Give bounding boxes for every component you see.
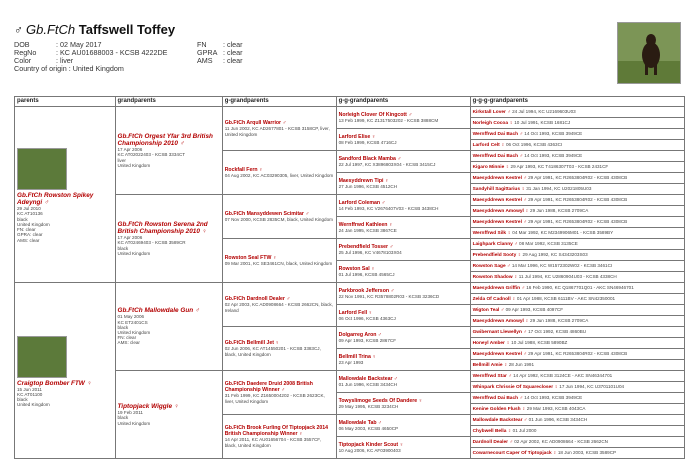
dog-link[interactable]: Tiptopjack Wiggle ♀ — [117, 403, 179, 411]
dog-link[interactable]: Parkbrook Jefferson ♂ — [338, 287, 395, 294]
pedigree-cell — [470, 228, 684, 239]
dog-link[interactable]: Tiptopjack Kinder Scout ♀ — [338, 441, 404, 448]
dog-link[interactable]: Maesyddrewn Tipi ♀ — [338, 177, 389, 184]
dog-link[interactable]: Gb.FtCh Mallowdale Gun ♂ — [117, 307, 200, 315]
dog-link[interactable]: Larford Celt ♀ — [472, 143, 505, 148]
dog-link[interactable]: Larford Coleman ♂ — [338, 199, 386, 206]
dog-link[interactable]: Norleigh Clover Of Kingcott ♂ — [338, 111, 413, 118]
dog-details: 01 Jul 1996, KCSB 4565CJ — [338, 271, 395, 277]
dog-link[interactable]: Rowston Seal FTW ♀ — [224, 254, 277, 261]
pedigree-cell — [470, 272, 684, 283]
dog-details: 29 Jun 1988, KCSB 2709CA — [528, 318, 589, 323]
dog-details: 17 Jun 1994, KC U3701101U04 — [558, 384, 625, 389]
pedigree-cell — [470, 349, 684, 360]
dog-link[interactable]: Gb.FtCh Mansyddewen Scimitar ♂ — [224, 210, 310, 217]
dog-details: 02 Apr 2003, KC AD0908664 - KCSB 2662CN, black, Ireland — [224, 302, 333, 313]
pedigree-cell — [222, 151, 336, 195]
dog-link[interactable]: Larford Elise ♀ — [338, 133, 376, 140]
dog-link[interactable]: Maesyddrewn Amowyl ♀ — [472, 209, 529, 214]
col-parents: parents — [15, 97, 116, 107]
pedigree-cell — [470, 107, 684, 118]
pedigree-cell — [336, 195, 470, 217]
color-value: : liver — [56, 56, 74, 65]
dog-header — [14, 22, 574, 73]
ams-label: AMS — [197, 56, 213, 65]
dog-link[interactable]: Rowston Sal ♀ — [338, 265, 376, 272]
pedigree-cell — [115, 283, 222, 371]
dog-details: 14 Apr 1992, KCSB 3124CE - AKC SN46344701 — [511, 373, 613, 378]
col-g-grandparents: g-grandparents — [222, 97, 336, 107]
dog-details: 29 Jul 2010 KC AT10136 black United Kingdom FN: clear GPRA: clear AMS: clear — [17, 206, 50, 243]
dog-link[interactable]: Cowarnecourt Caper Of Tiptopjack ♀ — [472, 451, 557, 456]
pedigree-cell — [222, 283, 336, 327]
dog-details: 31 Feb 1999, KC Z1650004202 - KCSB 2623CK, liver, United Kingdom — [224, 393, 325, 404]
dog-details: 29 May 1995, KCSB 3234CH — [338, 403, 399, 409]
dog-details: 28 Jun 1991 — [507, 362, 535, 367]
sex-icon: ♂ — [14, 23, 23, 37]
dog-details: 16 Feb 1990, KC Q1867701Q01 - AKC SN46946701 — [524, 285, 634, 290]
dog-link[interactable]: Wigton Teal ♂ — [472, 308, 505, 313]
pedigree-cell — [470, 206, 684, 217]
col-g-g-grandparents: g-g-grandparents — [336, 97, 470, 107]
dog-details: 29 Apr 1991, KC R2653804R02 - KCSB 4308CB — [526, 219, 628, 224]
pedigree-cell — [336, 107, 470, 129]
dog-link[interactable]: Sandyhill Sagittarius ♀ — [472, 187, 525, 192]
pedigree-cell — [336, 305, 470, 327]
pedigree-cell — [115, 107, 222, 195]
dog-link[interactable]: Kirkstall Lover ♂ — [472, 110, 511, 115]
dog-link[interactable]: Prebendfield Tosser ♂ — [338, 243, 394, 250]
dog-details: 31 Jan 1994, KC U2021805U03 — [524, 186, 592, 191]
dog-details: 01 Jun 1996, KCSB 3434CH — [527, 417, 588, 422]
pedigree-cell — [470, 415, 684, 426]
pedigree-cell — [470, 382, 684, 393]
dog-details: 06 May 2003, KCSB 4650CP — [338, 425, 399, 431]
gpra-value: : clear — [223, 48, 243, 57]
dog-details: 06 Oct 1996, KCSB 4363CJ — [338, 315, 396, 321]
dog-link[interactable]: Kenine Golden Flush ♀ — [472, 407, 526, 412]
dob-value: : 02 May 2017 — [56, 40, 102, 49]
pedigree-cell — [336, 349, 470, 371]
col-g-g-g-grandparents: g-g-g-grandparents — [470, 97, 684, 107]
ams-value: : clear — [223, 56, 243, 65]
dog-details: 09 Apr 1993, KCSB 2867CF — [338, 337, 397, 343]
pedigree-cell — [470, 327, 684, 338]
dog-details: 06 Oct 1996, KCSB 4363CI — [504, 142, 563, 147]
pedigree-cell — [222, 415, 336, 459]
pedigree-cell — [470, 261, 684, 272]
dog-details: 23 Apr 1993 — [338, 359, 364, 365]
pedigree-cell — [336, 261, 470, 283]
pedigree-row — [15, 195, 685, 206]
dog-details: 04 Mar 1992, KC M2349906M01 - KCSB 3589BY — [511, 230, 614, 235]
dog-link[interactable]: Wernffrwd Star ♂ — [472, 374, 512, 379]
dog-link[interactable]: Wernffrwd Kathleen ♀ — [338, 221, 393, 228]
pedigree-cell — [336, 173, 470, 195]
dog-link[interactable]: Norleigh Cocoa ♀ — [472, 121, 513, 126]
dog-link[interactable]: Gb.FtCh Bellmill Jet ♀ — [224, 340, 280, 347]
dog-photo-image — [618, 23, 680, 83]
dog-title — [14, 22, 574, 37]
pedigree-cell — [470, 448, 684, 459]
dob-label: DOB — [14, 40, 30, 49]
dog-details: 01 Jul 2000 — [511, 428, 537, 433]
dog-details: 11 Jul 1994, KC U2860904U03 - KCSB 4338CH — [517, 274, 617, 279]
pedigree-cell — [222, 371, 336, 415]
dog-link[interactable]: Gb.FtCh Brook Furling Of Tiptopjack 2014 British Championship Winner ♀ — [224, 425, 329, 438]
dog-photo[interactable] — [617, 22, 681, 84]
pedigree-cell — [470, 140, 684, 151]
pedigree-cell — [336, 415, 470, 437]
dog-details: 02 Jun 2006, KC AT14550201 - KCSB 3383CJ, black, United Kingdom — [224, 346, 321, 357]
dog-details: 10 Aug 2006, KC AF03900403 — [338, 447, 401, 453]
pedigree-cell — [470, 173, 684, 184]
pedigree-table — [14, 96, 685, 459]
dog-link[interactable]: Bellmill Amie ♀ — [472, 363, 508, 368]
dog-link[interactable]: Larford Fell ♀ — [338, 309, 373, 316]
dog-name: Taffswell Toffey — [78, 22, 176, 37]
dog-details: 29 Jun 1988, KCSB 2709CA — [528, 208, 589, 213]
pedigree-cell — [470, 316, 684, 327]
pedigree-cell — [115, 195, 222, 283]
dog-details: 27 Jun 1996, KCSB 4512CH — [338, 183, 398, 189]
dog-link[interactable]: Gb.FtCh Rowston Spikey Adeyngi ♂ — [17, 192, 94, 207]
pedigree-cell — [222, 195, 336, 239]
dog-link[interactable]: Whinpark Chrissie Of Squarecloser ♀ — [472, 385, 559, 390]
dog-details: 01 Apr 1988, KCSB 6111BV - AKC SN42350001 — [515, 296, 616, 301]
dog-details: 08 Feb 1999, KCSB 4716CJ — [338, 139, 397, 145]
dog-link[interactable]: Sandford Black Mamba ♂ — [338, 155, 402, 162]
dog-link[interactable]: Gb.FtCh Daedere Druid 2008 British Championship Winner ♂ — [224, 381, 313, 394]
dog-link[interactable]: Honeyl Amber ♀ — [472, 341, 510, 346]
dog-details: 14 Feb 1993, KC V2676407V03 - KCSB 3438CH — [338, 205, 439, 211]
dog-link[interactable]: Dolgarreg Aron ♂ — [338, 331, 382, 338]
dog-details: 14 Oct 1993, KCSB 3949CE — [523, 131, 583, 136]
dog-link[interactable]: Craigtop Bomber FTW ♀ — [17, 379, 92, 387]
dog-details: 14 Mar 1996, KC W1572302W02 - KCSB 3461CI — [510, 263, 613, 268]
dog-link[interactable]: Rockfall Fern ♀ — [224, 166, 263, 173]
dog-link[interactable]: Towyslimoge Seeds Of Dandere ♀ — [338, 397, 423, 404]
pedigree-cell — [336, 283, 470, 305]
dog-details: 02 Apr 2002, KC AD0908664 - KCSB 2662CN — [512, 439, 608, 444]
pedigree-cell — [336, 393, 470, 415]
dog-details: 10 Jul 1988, KCSB 5890BZ — [509, 340, 568, 345]
dog-link[interactable]: Maesyddrewn Amowyl ♀ — [472, 319, 529, 324]
col-grandparents: grandparents — [115, 97, 222, 107]
pedigree-cell — [470, 338, 684, 349]
dog-link[interactable]: Mallowdale Backstear ♂ — [472, 418, 528, 423]
pedigree-cell — [470, 371, 684, 382]
dog-link[interactable]: Gb.FtCh Orgest Yfar 3rd British Championship 2010 ♂ — [117, 133, 213, 148]
pedigree-cell — [336, 239, 470, 261]
pedigree-cell — [222, 239, 336, 283]
parent-photo[interactable] — [17, 336, 67, 378]
gpra-label: GPRA — [197, 48, 218, 57]
dog-details: 09 Mar 2001, KC SE3461CN, black, United Kingdom — [224, 260, 333, 266]
dog-link[interactable]: Wernffrwd Dai Bach ♂ — [472, 132, 523, 137]
pedigree-cell — [470, 250, 684, 261]
dog-details: 14 Oct 1993, KCSB 3949CE — [523, 395, 583, 400]
dog-details: 24 Jan 1995, KCSB 3867CE — [338, 227, 397, 233]
pedigree-cell — [15, 283, 116, 459]
dog-link[interactable]: Prebendfield Sooty ♀ — [472, 253, 522, 258]
pedigree-header-row — [15, 97, 685, 107]
pedigree-cell — [470, 162, 684, 173]
dog-link[interactable]: Maesyddrewn Griffin ♂ — [472, 286, 525, 291]
dog-details: 29 Apr 1991, KC R2653804R02 - KCSB 4308CB — [526, 197, 628, 202]
pedigree-row — [15, 107, 685, 118]
dog-details: 04 Aug 2002, KC AC03290305, liver, United Kingdom — [224, 172, 334, 178]
pedigree-cell — [470, 195, 684, 206]
dog-details: 29 Aug 1992, KC S4343203S03 — [521, 252, 588, 257]
country-label: Country of origin — [14, 64, 67, 73]
dog-link[interactable]: Bellmill Trina ♀ — [338, 353, 377, 360]
country-value: : United Kingdom — [68, 64, 124, 73]
pedigree-cell — [470, 360, 684, 371]
dog-link[interactable]: Rowston Shadow ♀ — [472, 275, 518, 280]
dog-details: 10 Jul 1991, KCSB 1681CJ — [512, 120, 571, 125]
dog-link[interactable]: Kigaro Minnie ♀ — [472, 165, 510, 170]
dog-details: 13 Feb 1999, KC Z1317503202 - KCSB 3888CM — [338, 117, 439, 123]
dog-link[interactable]: Gb.FtCh Dardnoll Dealer ♂ — [224, 296, 291, 303]
dog-details: 17 Apr 2006 KC AT02469403 - KCSB 3589CR black United Kingdom — [117, 235, 186, 256]
pedigree-cell — [470, 184, 684, 195]
dog-link[interactable]: Maesyddrewn Kestrel ♂ — [472, 198, 527, 203]
title-prefix: Gb.FtCh — [26, 22, 76, 37]
dog-link[interactable]: Laighpark Clanny ♂ — [472, 242, 518, 247]
dog-details: 22 Nov 1991, KC R3578802R03 - KCSB 3236CD — [338, 293, 440, 299]
parent-photo[interactable] — [17, 148, 67, 190]
dog-link[interactable]: Chybwell Bella ♀ — [472, 429, 512, 434]
pedigree-cell — [336, 217, 470, 239]
dog-details: 22 Jul 1997, KC X3896803X04 - KCSB 3415CJ — [338, 161, 436, 167]
dog-details: 29 Apr 1993, KC T4186307T03 - KCSB 2431CF — [509, 164, 609, 169]
dog-link[interactable]: Wernffrwd Dai Bach ♂ — [472, 154, 523, 159]
pedigree-cell — [470, 404, 684, 415]
pedigree-cell — [470, 294, 684, 305]
dog-details: 01 Jun 1996, KCSB 3434CH — [338, 381, 398, 387]
dog-details: 09 Apr 1993, KCSB 4097CF — [504, 307, 564, 312]
fn-label: FN — [197, 40, 207, 49]
pedigree-cell — [336, 327, 470, 349]
dog-details: 07 Nov 2000, KCSB 2835CM, black, United Kingdom — [224, 216, 333, 222]
dog-link[interactable]: Maesyddrewn Kestrel ♂ — [472, 220, 527, 225]
dog-details: 29 Mar 1993, KCSB 4043CA — [525, 406, 586, 411]
dog-link[interactable]: Mallowdale Tab ♂ — [338, 419, 382, 426]
dog-details: 29 Apr 1991, KC R2653804R02 - KCSB 4308CB — [526, 175, 628, 180]
pedigree-row — [15, 283, 685, 294]
pedigree-cell — [336, 129, 470, 151]
pedigree-cell — [470, 437, 684, 448]
dog-link[interactable]: Rowston Sage ♂ — [472, 264, 511, 269]
dog-meta-left — [14, 41, 167, 73]
pedigree-cell — [470, 151, 684, 162]
dog-link[interactable]: Gb.FtCh Arqull Warrior ♂ — [224, 120, 287, 127]
dog-link[interactable]: Maesyddrewn Kestrel ♂ — [472, 352, 527, 357]
dog-details: 08 Mar 1992, KCSB 3135CE — [517, 241, 578, 246]
dog-details: 18 Jun 2003, KCSB 3589CP — [556, 450, 617, 455]
dog-details: 11 Jun 2002, KC AD2677801 - KCSB 3158CP, liver, United Kingdom — [224, 126, 330, 137]
pedigree-cell — [336, 151, 470, 173]
pedigree-cell — [222, 107, 336, 151]
pedigree-cell — [470, 426, 684, 437]
pedigree-cell — [336, 437, 470, 459]
pedigree-cell — [470, 283, 684, 294]
dog-details: 25 Jul 1996, KC V4678103X04 — [338, 249, 402, 255]
dog-details: 14 Oct 1993, KCSB 3949CE — [523, 153, 583, 158]
dog-details: 01 May 2006 KC ET2401CS black United Kingdom FN: clear AMS: clear — [117, 314, 151, 346]
dog-meta-right — [197, 41, 243, 65]
dog-link[interactable]: Zelda Of Cadnoll ♀ — [472, 297, 516, 302]
dog-details: 19 Feb 2011 black United Kingdom — [117, 410, 151, 426]
dog-link[interactable]: Mallowdale Backstear ♂ — [338, 375, 398, 382]
dog-details: 14 Apr 2011, KC AU01656704 - KCSB 3557CF, black, United Kingdom — [224, 437, 321, 448]
dog-link[interactable]: Wernffrwd Silk ♀ — [472, 231, 512, 236]
pedigree-cell — [470, 239, 684, 250]
color-label: Color — [14, 56, 32, 65]
dog-details: 17 Oct 1992, KCSB 4860BU — [526, 329, 587, 334]
regno-value: : KC AU01688003 - KCSB 4222DE — [56, 48, 168, 57]
dog-link[interactable]: Gb.FtCh Rowston Serena 2nd British Championship 2010 ♀ — [117, 221, 208, 236]
dog-link[interactable]: Gwibernant Llewellyn ♂ — [472, 330, 527, 335]
regno-label: RegNo — [14, 48, 37, 57]
fn-value: : clear — [223, 40, 243, 49]
pedigree-cell — [470, 129, 684, 140]
dog-details: 15 Jun 2011 KC AT01100 black United Kingdom — [17, 386, 50, 408]
pedigree-cell — [470, 217, 684, 228]
dog-link[interactable]: Wernffrwd Dai Bach ♂ — [472, 396, 523, 401]
pedigree-cell — [15, 107, 116, 283]
pedigree-cell — [115, 371, 222, 459]
dog-link[interactable]: Dardnoll Dealer ♂ — [472, 440, 513, 445]
pedigree-cell — [470, 393, 684, 404]
pedigree-cell — [470, 305, 684, 316]
pedigree-cell — [336, 371, 470, 393]
pedigree-cell — [470, 118, 684, 129]
pedigree-row — [15, 371, 685, 382]
pedigree-cell — [222, 327, 336, 371]
dog-details: 17 Apr 2006 KC AT02022403 - KCSB 3334CT liver United Kingdom — [117, 147, 186, 168]
dog-link[interactable]: Maesyddrewn Kestrel ♂ — [472, 176, 527, 181]
dog-details: 29 Apr 1991, KC R2653804R02 - KCSB 4308CB — [526, 351, 628, 356]
dog-details: 24 Jul 1994, KC U2169603U03 — [510, 109, 576, 114]
